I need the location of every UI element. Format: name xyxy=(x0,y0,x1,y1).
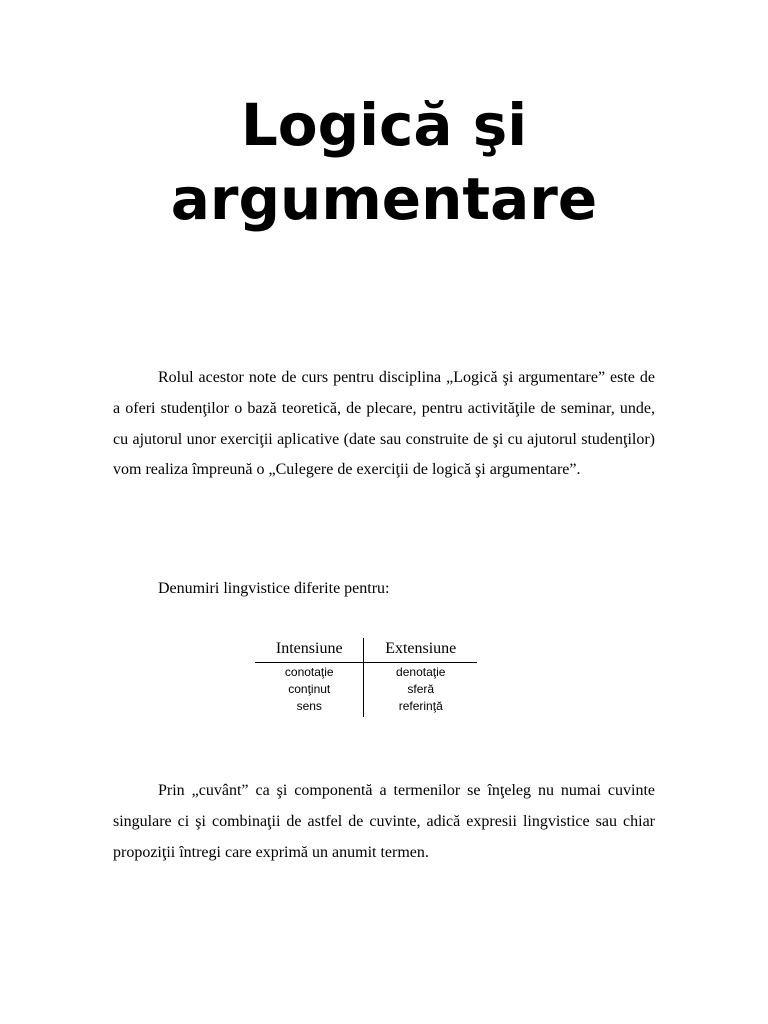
table-cell: conotaţie xyxy=(255,663,364,682)
intro-paragraph-text: Rolul acestor note de curs pentru disciplina „Logică şi argumentare” este de a oferi studenţilor o bază teoretică, de plecare, pentru activităţile de seminar, unde, cu ajutorul unor exerciţii aplicative (date sau construite de şi cu ajutorul studenţilor) vom realiza împreună o „Culegere de exerciţii de logică şi argumentare”. xyxy=(113,369,655,479)
header-intensiune: Intensiune xyxy=(255,638,364,663)
header-extensiune: Extensiune xyxy=(364,638,477,663)
table-row xyxy=(255,663,477,682)
terms-table-header-row xyxy=(255,638,477,663)
table-cell: denotaţie xyxy=(396,665,446,679)
intro-paragraph xyxy=(113,363,655,486)
word-definition-text: Prin „cuvânt” ca şi componentă a termenilor se înţeleg nu numai cuvinte singulare ci şi combinaţii de astfel de cuvinte, adică expresii lingvistice sau chiar propoziţii întregi care exprimă un anumit termen. xyxy=(113,782,655,861)
table-cell: sens xyxy=(255,698,364,717)
table-cell: referinţă xyxy=(398,699,443,713)
document-title xyxy=(0,88,768,236)
table-cell: conţinut xyxy=(255,681,364,698)
table-row xyxy=(255,681,477,698)
title-line-1: Logică şi xyxy=(240,91,528,159)
word-definition-paragraph xyxy=(113,776,655,868)
title-line-2: argumentare xyxy=(170,165,598,233)
terms-intro-paragraph xyxy=(113,574,655,605)
table-row xyxy=(255,698,477,717)
terms-table xyxy=(255,638,477,717)
table-cell: sferă xyxy=(407,682,435,696)
terms-intro-text: Denumiri lingvistice diferite pentru: xyxy=(158,580,390,597)
